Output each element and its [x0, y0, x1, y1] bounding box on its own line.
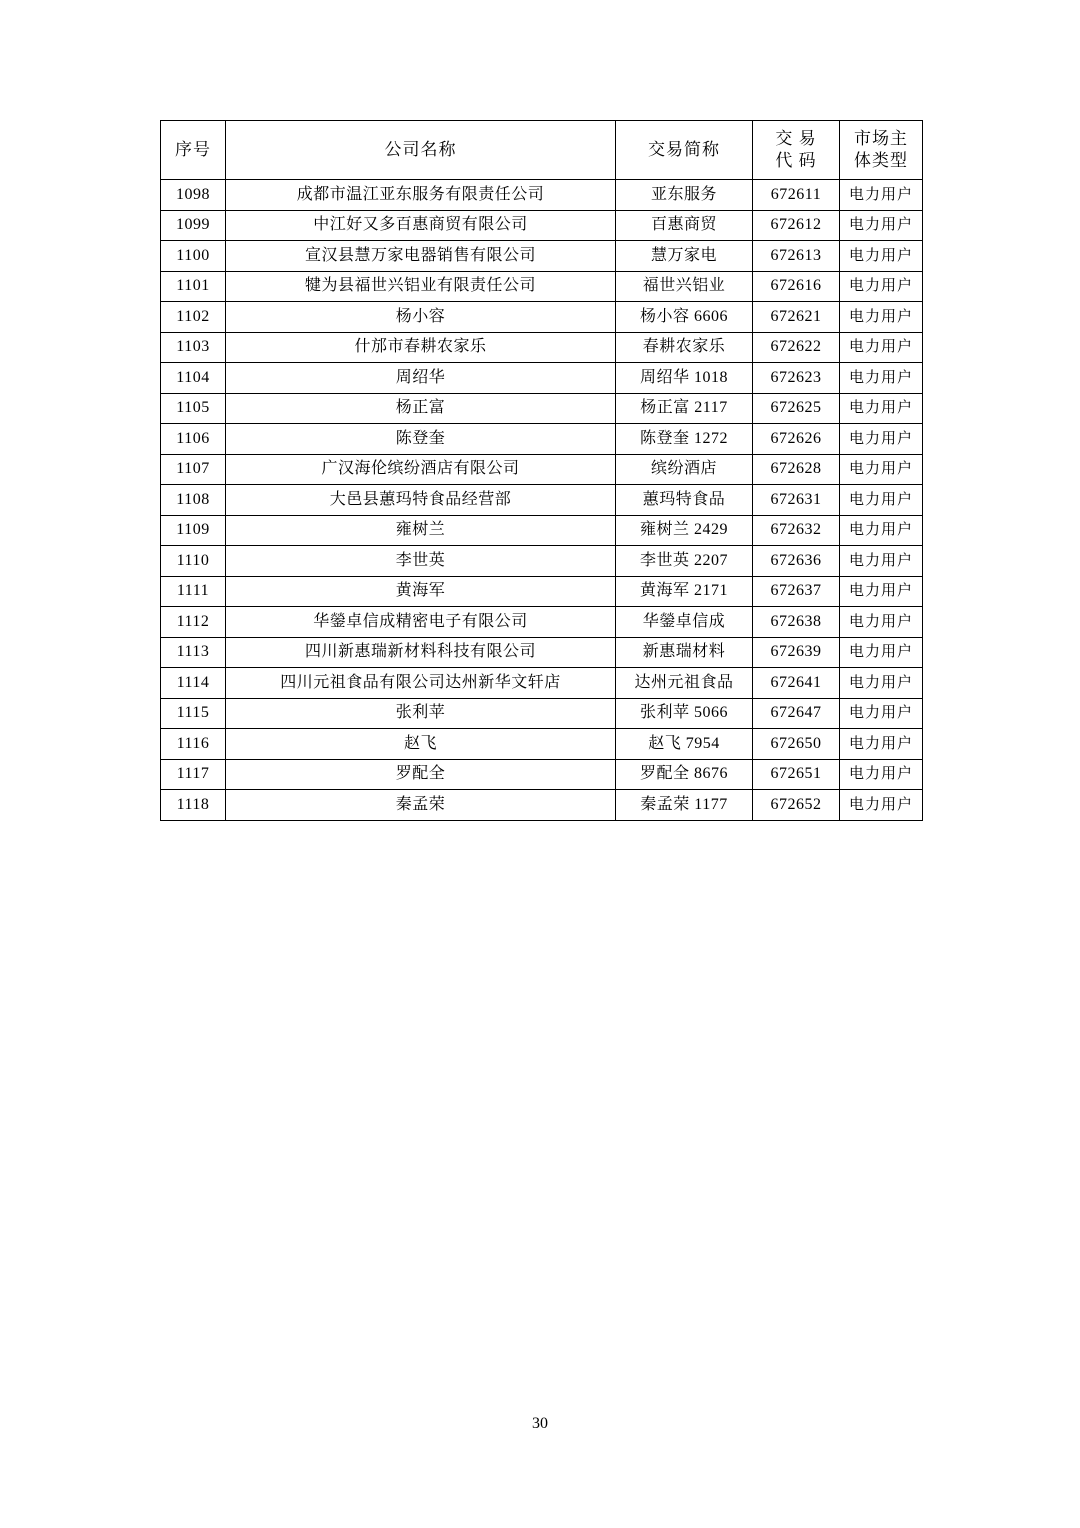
- cell-sequence: 1118: [161, 790, 226, 821]
- cell-sequence: 1111: [161, 576, 226, 607]
- cell-sequence: 1104: [161, 363, 226, 394]
- cell-trade-code: 672616: [753, 271, 840, 302]
- cell-trade-short-name: 李世英 2207: [616, 546, 753, 577]
- table-row: [161, 393, 923, 424]
- cell-entity-type: 电力用户: [840, 241, 923, 272]
- cell-entity-type: 电力用户: [840, 302, 923, 333]
- table-row: [161, 607, 923, 638]
- cell-sequence: 1105: [161, 393, 226, 424]
- cell-entity-type: 电力用户: [840, 759, 923, 790]
- cell-company-name: 黄海军: [226, 576, 616, 607]
- table-row: [161, 698, 923, 729]
- table-row: [161, 424, 923, 455]
- cell-trade-code: 672647: [753, 698, 840, 729]
- cell-trade-code: 672613: [753, 241, 840, 272]
- cell-entity-type: 电力用户: [840, 546, 923, 577]
- cell-entity-type: 电力用户: [840, 698, 923, 729]
- cell-trade-short-name: 黄海军 2171: [616, 576, 753, 607]
- cell-company-name: 秦孟荣: [226, 790, 616, 821]
- cell-trade-short-name: 陈登奎 1272: [616, 424, 753, 455]
- cell-trade-code: 672651: [753, 759, 840, 790]
- table-row: [161, 515, 923, 546]
- cell-entity-type: 电力用户: [840, 424, 923, 455]
- table-row: [161, 485, 923, 516]
- cell-trade-code: 672621: [753, 302, 840, 333]
- cell-trade-code: 672632: [753, 515, 840, 546]
- page-number: 30: [532, 1415, 548, 1432]
- cell-company-name: 李世英: [226, 546, 616, 577]
- column-header-trade-code-line1: 交 易: [775, 129, 817, 148]
- cell-trade-short-name: 蕙玛特食品: [616, 485, 753, 516]
- cell-company-name: 杨正富: [226, 393, 616, 424]
- cell-trade-short-name: 福世兴铝业: [616, 271, 753, 302]
- cell-trade-code: 672637: [753, 576, 840, 607]
- cell-trade-code: 672612: [753, 210, 840, 241]
- cell-trade-code: 672631: [753, 485, 840, 516]
- cell-entity-type: 电力用户: [840, 576, 923, 607]
- cell-company-name: 张利苹: [226, 698, 616, 729]
- cell-company-name: 四川元祖食品有限公司达州新华文轩店: [226, 668, 616, 699]
- cell-trade-short-name: 华鎣卓信成: [616, 607, 753, 638]
- cell-company-name: 杨小容: [226, 302, 616, 333]
- cell-trade-short-name: 赵飞 7954: [616, 729, 753, 760]
- cell-sequence: 1109: [161, 515, 226, 546]
- cell-sequence: 1102: [161, 302, 226, 333]
- cell-trade-code: 672639: [753, 637, 840, 668]
- cell-sequence: 1098: [161, 180, 226, 211]
- cell-sequence: 1108: [161, 485, 226, 516]
- cell-sequence: 1099: [161, 210, 226, 241]
- column-header-trade-short-name: 交易简称: [616, 121, 753, 180]
- cell-sequence: 1101: [161, 271, 226, 302]
- column-header-sequence: 序号: [161, 121, 226, 180]
- column-header-company-name: 公司名称: [226, 121, 616, 180]
- cell-trade-code: 672611: [753, 180, 840, 211]
- cell-company-name: 成都市温江亚东服务有限责任公司: [226, 180, 616, 211]
- cell-trade-short-name: 雍树兰 2429: [616, 515, 753, 546]
- cell-sequence: 1100: [161, 241, 226, 272]
- cell-entity-type: 电力用户: [840, 668, 923, 699]
- cell-trade-code: 672625: [753, 393, 840, 424]
- cell-trade-code: 672628: [753, 454, 840, 485]
- column-header-entity-type-line1: 市场主: [854, 129, 908, 148]
- cell-trade-short-name: 杨正富 2117: [616, 393, 753, 424]
- cell-company-name: 华鎣卓信成精密电子有限公司: [226, 607, 616, 638]
- cell-trade-short-name: 春耕农家乐: [616, 332, 753, 363]
- table-row: [161, 546, 923, 577]
- table-row: [161, 790, 923, 821]
- table-row: [161, 668, 923, 699]
- cell-entity-type: 电力用户: [840, 180, 923, 211]
- cell-sequence: 1113: [161, 637, 226, 668]
- table-row: [161, 637, 923, 668]
- column-header-trade-code-line2: 代 码: [775, 151, 817, 170]
- cell-sequence: 1114: [161, 668, 226, 699]
- table-row: [161, 271, 923, 302]
- cell-company-name: 犍为县福世兴铝业有限责任公司: [226, 271, 616, 302]
- cell-trade-short-name: 亚东服务: [616, 180, 753, 211]
- cell-trade-code: 672623: [753, 363, 840, 394]
- cell-company-name: 广汉海伦缤纷酒店有限公司: [226, 454, 616, 485]
- cell-trade-code: 672638: [753, 607, 840, 638]
- table-row: [161, 241, 923, 272]
- cell-trade-code: 672652: [753, 790, 840, 821]
- cell-entity-type: 电力用户: [840, 210, 923, 241]
- cell-trade-code: 672650: [753, 729, 840, 760]
- cell-sequence: 1106: [161, 424, 226, 455]
- cell-entity-type: 电力用户: [840, 515, 923, 546]
- table-body: [161, 180, 923, 821]
- cell-sequence: 1116: [161, 729, 226, 760]
- cell-entity-type: 电力用户: [840, 393, 923, 424]
- table-row: [161, 454, 923, 485]
- cell-entity-type: 电力用户: [840, 637, 923, 668]
- cell-company-name: 什邡市春耕农家乐: [226, 332, 616, 363]
- cell-sequence: 1110: [161, 546, 226, 577]
- cell-trade-code: 672636: [753, 546, 840, 577]
- registry-table-container: [160, 120, 922, 821]
- cell-entity-type: 电力用户: [840, 332, 923, 363]
- cell-company-name: 宣汉县慧万家电器销售有限公司: [226, 241, 616, 272]
- table-row: [161, 759, 923, 790]
- cell-entity-type: 电力用户: [840, 729, 923, 760]
- cell-trade-short-name: 达州元祖食品: [616, 668, 753, 699]
- column-header-trade-code: [753, 121, 840, 180]
- cell-trade-short-name: 罗配全 8676: [616, 759, 753, 790]
- cell-sequence: 1115: [161, 698, 226, 729]
- cell-trade-code: 672626: [753, 424, 840, 455]
- table-header: [161, 121, 923, 180]
- cell-trade-code: 672641: [753, 668, 840, 699]
- table-row: [161, 332, 923, 363]
- cell-company-name: 罗配全: [226, 759, 616, 790]
- cell-entity-type: 电力用户: [840, 790, 923, 821]
- cell-company-name: 陈登奎: [226, 424, 616, 455]
- cell-entity-type: 电力用户: [840, 271, 923, 302]
- cell-entity-type: 电力用户: [840, 485, 923, 516]
- cell-entity-type: 电力用户: [840, 363, 923, 394]
- table-row: [161, 210, 923, 241]
- cell-trade-short-name: 张利苹 5066: [616, 698, 753, 729]
- cell-company-name: 周绍华: [226, 363, 616, 394]
- cell-trade-short-name: 缤纷酒店: [616, 454, 753, 485]
- column-header-entity-type-line2: 体类型: [854, 151, 908, 170]
- table-row: [161, 302, 923, 333]
- cell-sequence: 1112: [161, 607, 226, 638]
- cell-trade-short-name: 周绍华 1018: [616, 363, 753, 394]
- table-row: [161, 576, 923, 607]
- cell-trade-code: 672622: [753, 332, 840, 363]
- cell-company-name: 大邑县蕙玛特食品经营部: [226, 485, 616, 516]
- cell-trade-short-name: 杨小容 6606: [616, 302, 753, 333]
- table-row: [161, 363, 923, 394]
- cell-trade-short-name: 百惠商贸: [616, 210, 753, 241]
- table-row: [161, 729, 923, 760]
- cell-entity-type: 电力用户: [840, 454, 923, 485]
- table-header-row: [161, 121, 923, 180]
- cell-company-name: 中江好又多百惠商贸有限公司: [226, 210, 616, 241]
- cell-entity-type: 电力用户: [840, 607, 923, 638]
- cell-company-name: 雍树兰: [226, 515, 616, 546]
- table-row: [161, 180, 923, 211]
- cell-company-name: 赵飞: [226, 729, 616, 760]
- cell-sequence: 1103: [161, 332, 226, 363]
- cell-trade-short-name: 慧万家电: [616, 241, 753, 272]
- cell-company-name: 四川新惠瑞新材料科技有限公司: [226, 637, 616, 668]
- cell-trade-short-name: 新惠瑞材料: [616, 637, 753, 668]
- market-entity-registry-table: [160, 120, 923, 821]
- cell-sequence: 1107: [161, 454, 226, 485]
- column-header-entity-type: [840, 121, 923, 180]
- cell-sequence: 1117: [161, 759, 226, 790]
- cell-trade-short-name: 秦孟荣 1177: [616, 790, 753, 821]
